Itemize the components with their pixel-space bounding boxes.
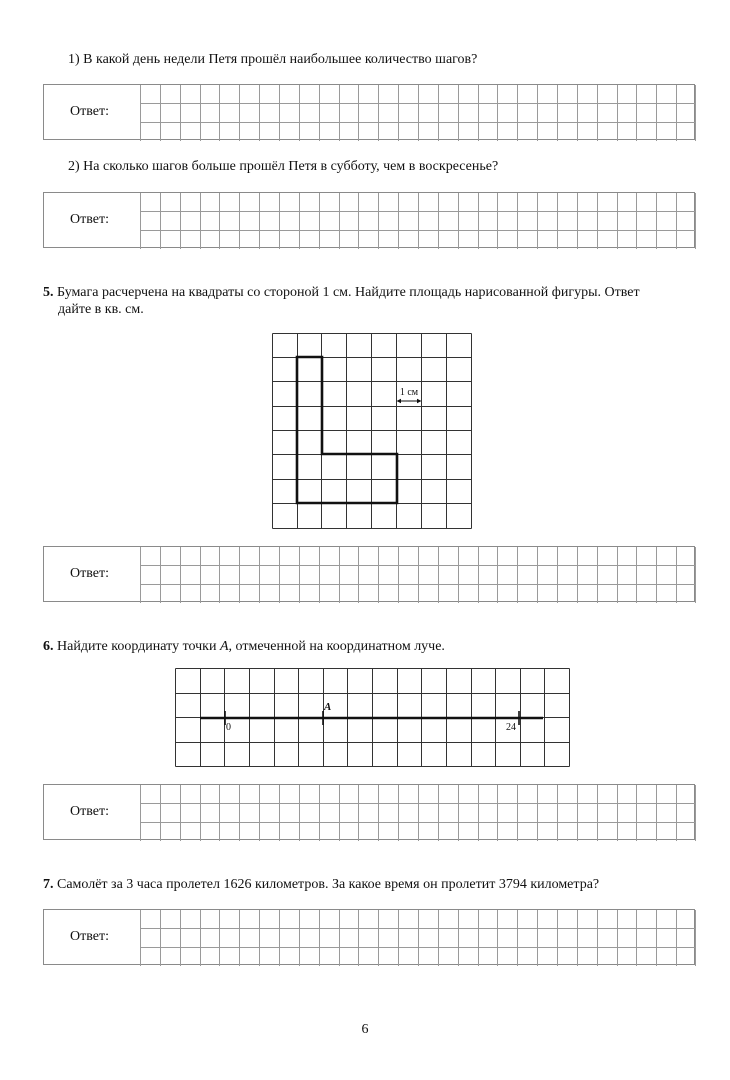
question-4-1-text: 1) В какой день недели Петя прошёл наибольшее количество шагов? [68,52,478,67]
answer-box-4-1[interactable] [43,84,695,140]
question-6 [43,638,445,655]
answer-grid [140,785,696,841]
question-5-number: 5. [43,285,54,300]
question-7-text: Самолёт за 3 часа пролетел 1626 километров. За какое время он пролетит 3794 километра? [53,877,600,892]
scale-label: 1 см [399,387,419,398]
answer-grid [140,193,696,249]
question-5-text-line1: Бумага расчерчена на квадраты со стороной 1 см. Найдите площадь нарисованной фигуры. Ответ [53,285,640,300]
answer-label: Ответ: [70,929,109,944]
point-a-label: A [324,701,332,713]
coordinate-ray-grid [175,668,570,767]
answer-grid [140,547,696,603]
question-4-1 [68,51,477,68]
question-6-text-before: Найдите координату точки [53,639,220,654]
answer-label: Ответ: [70,104,109,119]
figure-grid-lines [273,334,472,529]
answer-grid [140,910,696,966]
area-figure-grid [272,333,472,529]
origin-label: 0 [226,722,231,733]
answer-label: Ответ: [70,566,109,581]
answer-label: Ответ: [70,804,109,819]
question-7-number: 7. [43,877,54,892]
answer-box-4-2[interactable] [43,192,695,248]
question-6-number: 6. [43,639,54,654]
question-7 [43,876,599,893]
page-number: 6 [361,1022,369,1037]
answer-box-6[interactable] [43,784,695,840]
question-4-2-text: 2) На сколько шагов больше прошёл Петя в субботу, чем в воскресенье? [68,159,499,174]
question-5-text-line2: дайте в кв. см. [58,302,144,317]
question-4-2 [68,158,498,175]
answer-box-5[interactable] [43,546,695,602]
question-5 [43,284,698,301]
question-6-text-after: , отмеченной на координатном луче. [228,639,445,654]
scale-arrow [397,399,422,403]
question-5-line2 [58,301,144,318]
mark-24-label: 24 [506,722,516,733]
l-shape-figure [297,357,397,503]
answer-grid [140,85,696,141]
answer-box-7[interactable] [43,909,695,965]
answer-label: Ответ: [70,212,109,227]
question-6-point-name: A [219,639,229,654]
